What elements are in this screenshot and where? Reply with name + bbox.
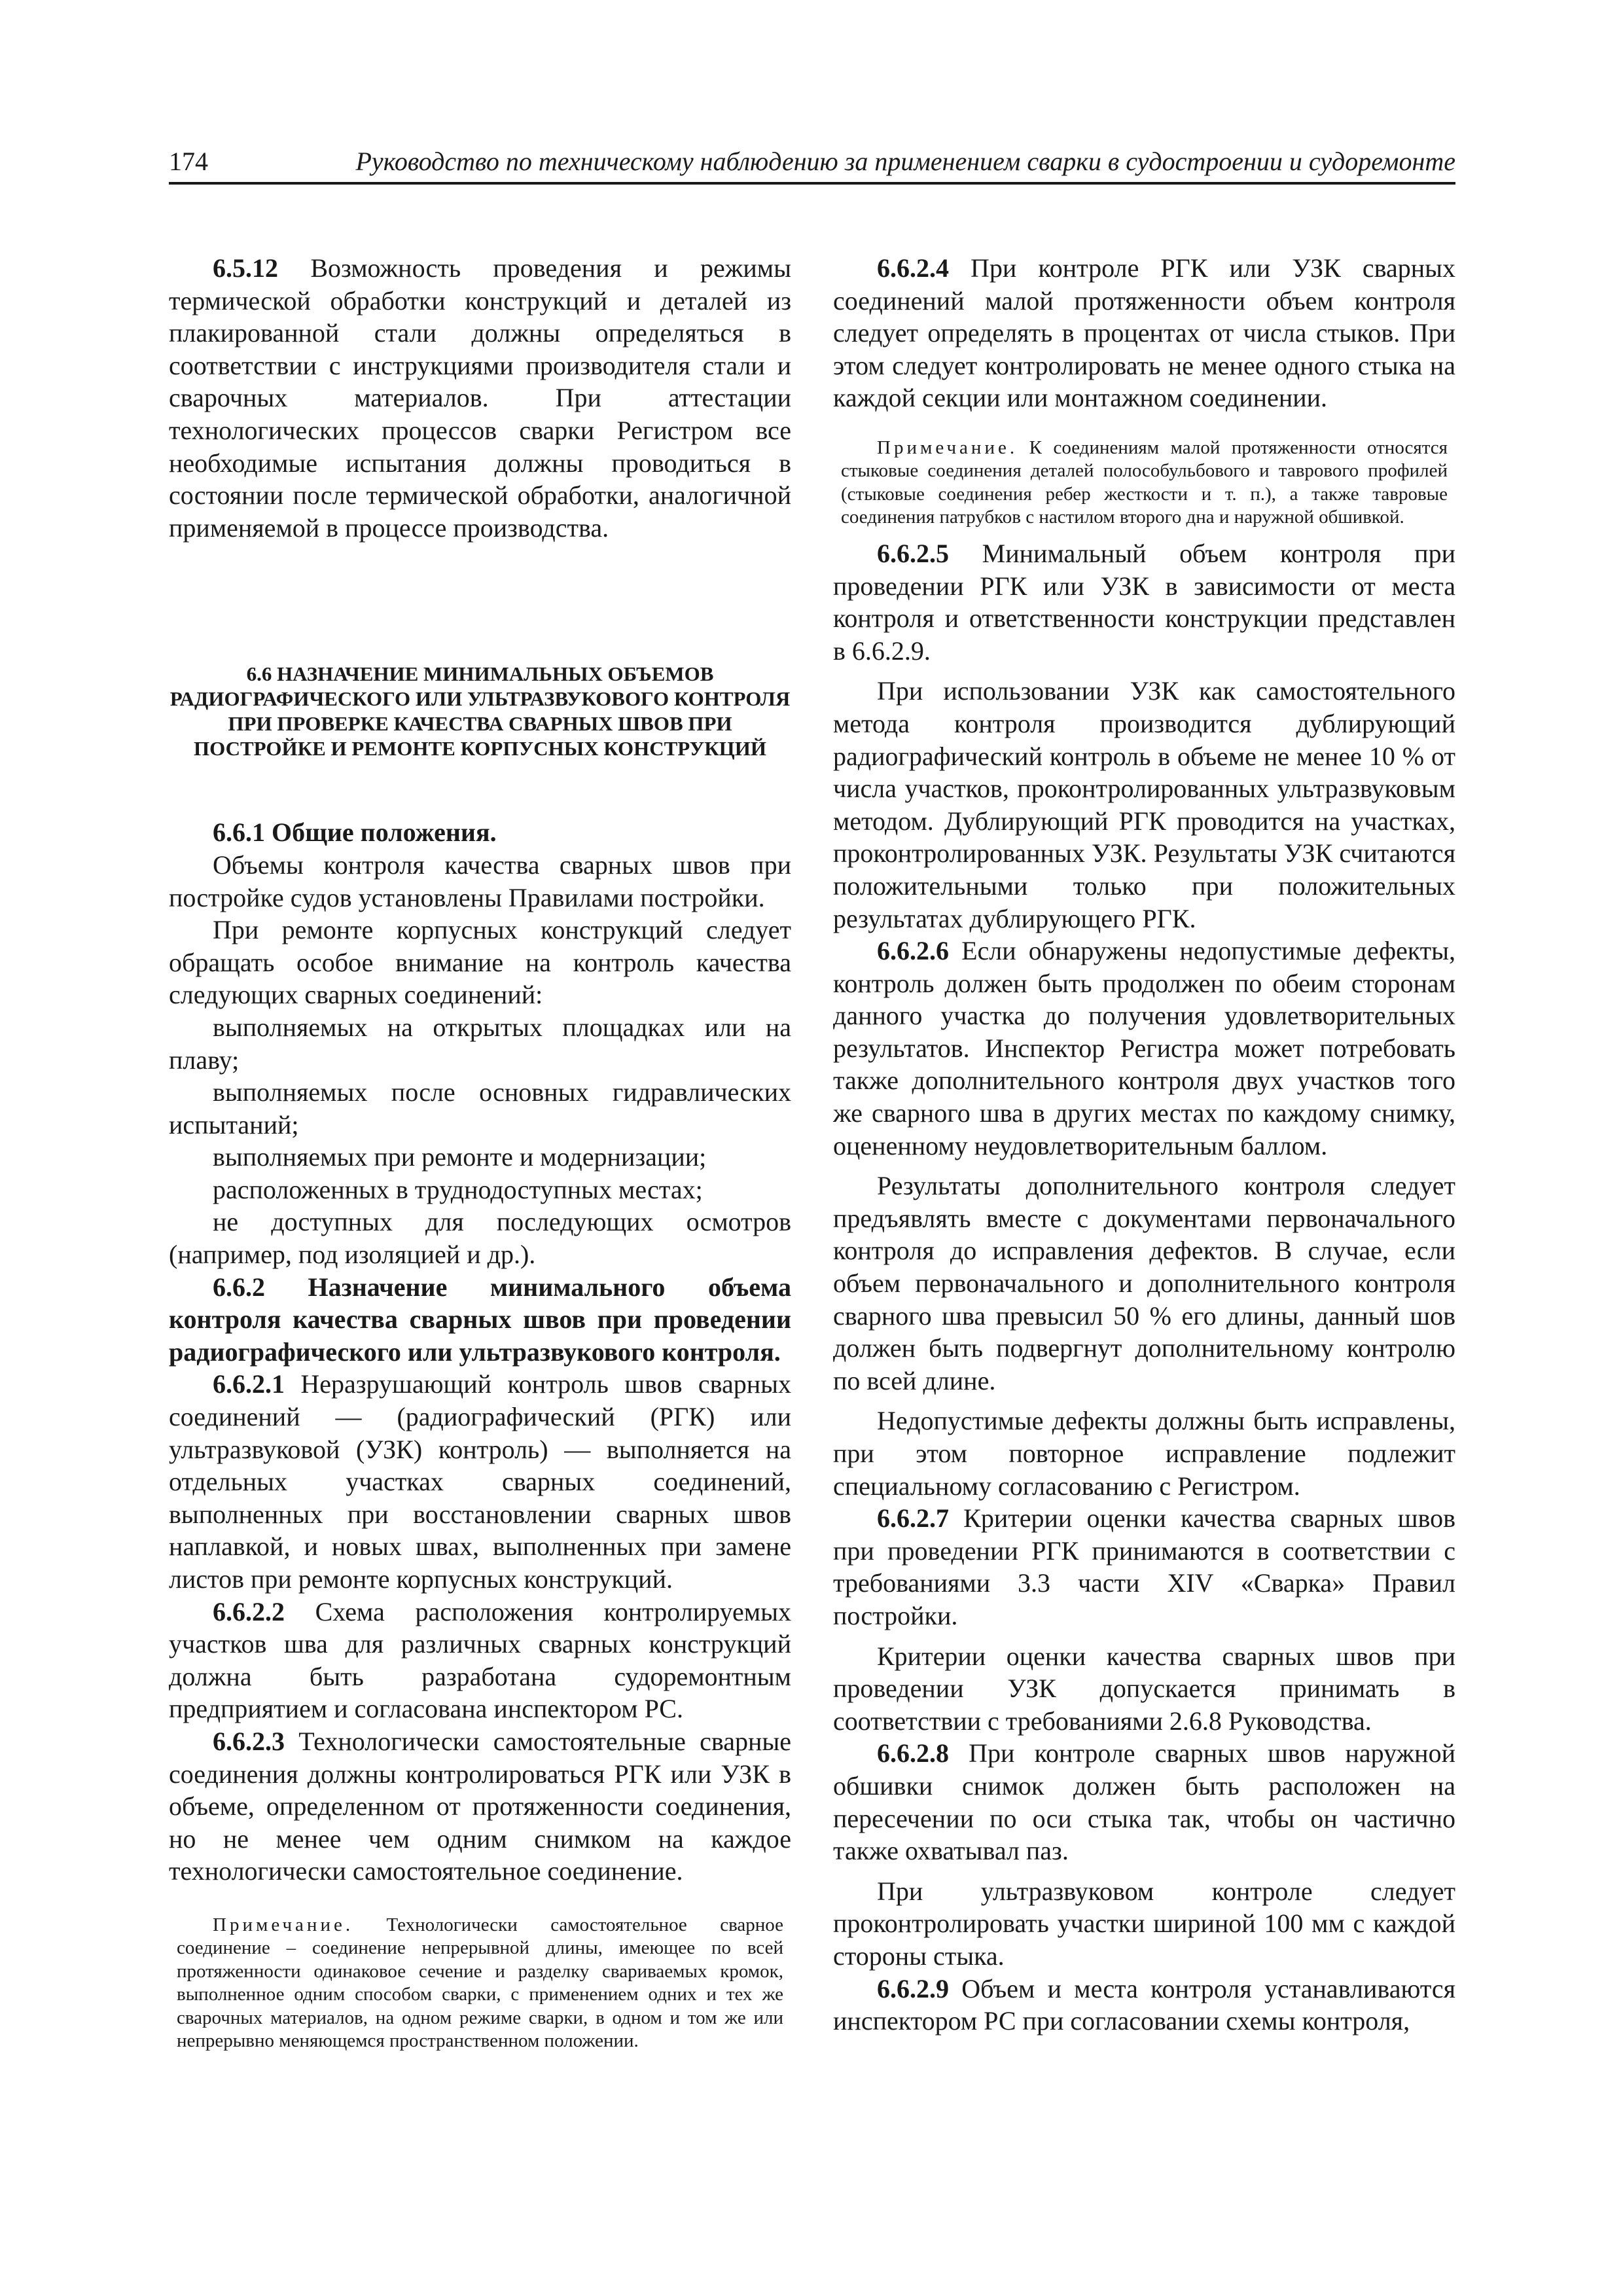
subsection-title-6-6-2 — [169, 1271, 791, 1369]
note-label: Примечание. — [877, 437, 1018, 458]
paragraph-6-6-2-8 — [833, 1737, 1455, 1867]
clause-number: 6.6.2.9 — [877, 1973, 949, 2003]
paragraph-6-6-2-9 — [833, 1973, 1455, 2037]
page-number: 174 — [169, 147, 208, 176]
paragraph-6-5-12 — [169, 252, 791, 544]
clause-number: 6.6.2.1 — [213, 1369, 285, 1399]
clause-number: 6.6.2.2 — [213, 1596, 285, 1626]
paragraph-text: Минимальный объем контроля при проведении РГК или УЗК в зависимости от места контроля и ответственности конструкции представлен в 6.6.2.9. — [833, 538, 1455, 666]
paragraph-text: При контроле сварных швов наружной обшивки снимок должен быть расположен на пересечении по оси стыка так, чтобы он частично также охватывал паз. — [833, 1738, 1455, 1866]
paragraph-text: Возможность проведения и режимы термической обработки конструкций и деталей из плакированной стали должны определяться в соответствии с инструкциями производителя стали и сварочных материалов. При аттестации технологических процессов сварки Регистром все необходимые испытания должны проводиться в состоянии после термической обработки, аналогичной применяемой в процессе производства. — [169, 253, 791, 543]
paragraph-6-6-2-1 — [169, 1368, 791, 1595]
paragraph-6-6-2-4 — [833, 252, 1455, 414]
list-item: не доступных для последующих осмотров (например, под изоляцией и др.). — [169, 1207, 791, 1270]
running-title: Руководство по техническому наблюдению за применением сварки в судостроении и судоремонте — [355, 147, 1455, 176]
paragraph-6-6-2-7 — [833, 1502, 1455, 1632]
note-text: К соединениям малой протяженности относятся стыковые соединения деталей полособульбового и таврового профилей (стыковые соединения ребер жесткости и т. п.), а также тавровые соединения патрубков с настилом второго дна и наружной обшивкой. — [841, 437, 1448, 528]
paragraph-6-6-2-5 — [833, 537, 1455, 667]
clause-number: 6.6.2.4 — [877, 253, 949, 283]
paragraph: Объемы контроля качества сварных швов при постройке судов установлены Правилами постройки. — [169, 850, 791, 912]
paragraph-6-6-2-3 — [169, 1725, 791, 1888]
clause-number: 6.6.2.7 — [877, 1503, 949, 1534]
paragraph-text: Технологически самостоятельные сварные соединения должны контролироваться РГК или УЗК в объеме, определенном от протяженности соединения, но не менее чем одним снимком на каждое технологически самостоятельное соединение. — [169, 1726, 791, 1886]
subsection-title-6-6-1: 6.6.1 Общие положения. — [213, 817, 497, 848]
clause-number: 6.6.2.5 — [877, 538, 949, 568]
clause-number: 6.5.12 — [213, 253, 278, 283]
right-column — [833, 252, 1455, 2037]
left-column — [169, 252, 791, 2053]
paragraph: При ультразвуковом контроле следует проконтролировать участки шириной 100 мм с каждой стороны стыка. — [833, 1876, 1455, 1971]
list-item: выполняемых при ремонте и модернизации; — [213, 1142, 707, 1172]
subsection-title-text: 6.6.2 Назначение минимального объема контроля качества сварных швов при проведении радиографического или ультразвукового контроля. — [169, 1272, 791, 1367]
clause-number: 6.6.2.8 — [877, 1738, 949, 1768]
note-short-joints — [841, 437, 1448, 529]
paragraph: Недопустимые дефекты должны быть исправлены, при этом повторное исправление подлежит специальному согласованию с Регистром. — [833, 1406, 1455, 1501]
paragraph: Критерии оценки качества сварных швов при проведении УЗК допускается принимать в соответствии с требованиями 2.6.8 Руководства. — [833, 1641, 1455, 1736]
paragraph-text: При контроле РГК или УЗК сварных соединений малой протяженности объем контроля следует определять в процентах от числа стыков. При этом следует контролировать не менее одного стыка на каждой секции или монтажном соединении. — [833, 253, 1455, 413]
clause-number: 6.6.2.3 — [213, 1726, 285, 1756]
paragraph-text: Критерии оценки качества сварных швов при проведении РГК принимаются в соответствии с требованиями 3.3 части XIV «Сварка» Правил постройки. — [833, 1503, 1455, 1630]
paragraph-text: Если обнаружены недопустимые дефекты, контроль должен быть продолжен по обеим сторонам данного участка до получения удовлетворительных результатов. Инспектор Регистра может потребовать также дополнительного контроля двух участков того же сварного шва в других местах по каждому снимку, оцененному неудовлетворительным баллом. — [833, 936, 1455, 1160]
note-text: Технологически самостоятельное сварное соединение – соединение непрерывной длины, имеющее по всей протяженности одинаковое сечение и разделку свариваемых кромок, выполненное одним способом сварки, с применением одних и тех же сварочных материалов, на одном режиме сварки, в одном и том же или непрерывно меняющемся пространственном положении. — [177, 1914, 783, 2052]
list-item: выполняемых на открытых площадках или на плаву; — [169, 1012, 791, 1075]
paragraph: При использовании УЗК как самостоятельного метода контроля производится дублирующий радиографический контроль в объеме не менее 10 % от числа участков, проконтролированных ультразвуковым методом. Дублирующий РГК проводится на участках, проконтролированных УЗК. Результаты УЗК считаются положительными только при положительных результатах дублирующего РГК. — [833, 676, 1455, 933]
page-header — [169, 145, 1455, 185]
paragraph-text: Неразрушающий контроль швов сварных соединений — (радиографический (РГК) или ультразвуковой (УЗК) контроль) — выполняется на отдельных участках сварных соединений, выполненных при восстановлении сварных швов наплавкой, и новых швах, выполненных при замене листов при ремонте корпусных конструкций. — [169, 1369, 791, 1594]
note-technological-joint — [177, 1914, 783, 2053]
paragraph-text: Объем и места контроля устанавливаются инспектором РС при согласовании схемы контроля, — [833, 1973, 1455, 2036]
list-item: выполняемых после основных гидравлических испытаний; — [169, 1077, 791, 1139]
clause-number: 6.6.2.6 — [877, 936, 949, 966]
paragraph: При ремонте корпусных конструкций следует обращать особое внимание на контроль качества следующих сварных соединений: — [169, 915, 791, 1010]
paragraph-6-6-2-2 — [169, 1596, 791, 1725]
section-heading-6-6: 6.6 НАЗНАЧЕНИЕ МИНИМАЛЬНЫХ ОБЪЕМОВ РАДИОГРАФИЧЕСКОГО ИЛИ УЛЬТРАЗВУКОВОГО КОНТРОЛЯ ПРИ ПРОВЕРКЕ КАЧЕСТВА СВАРНЫХ ШВОВ ПРИ ПОСТРОЙКЕ И РЕМОНТЕ КОРПУСНЫХ КОНСТРУКЦИЙ — [169, 662, 791, 761]
note-label: Примечание. — [213, 1914, 354, 1935]
paragraph-6-6-2-6 — [833, 935, 1455, 1162]
paragraph: Результаты дополнительного контроля следует предъявлять вместе с документами первоначального контроля до исправления дефектов. В случае, если объем первоначального и дополнительного контроля сварного шва превысил 50 % его длины, данный шов должен быть подвергнут дополнительному контролю по всей длине. — [833, 1171, 1455, 1395]
list-item: расположенных в труднодоступных местах; — [213, 1174, 703, 1204]
paragraph-text: Схема расположения контролируемых участков шва для различных сварных конструкций должна быть разработана судоремонтным предприятием и согласована инспектором РС. — [169, 1596, 791, 1724]
